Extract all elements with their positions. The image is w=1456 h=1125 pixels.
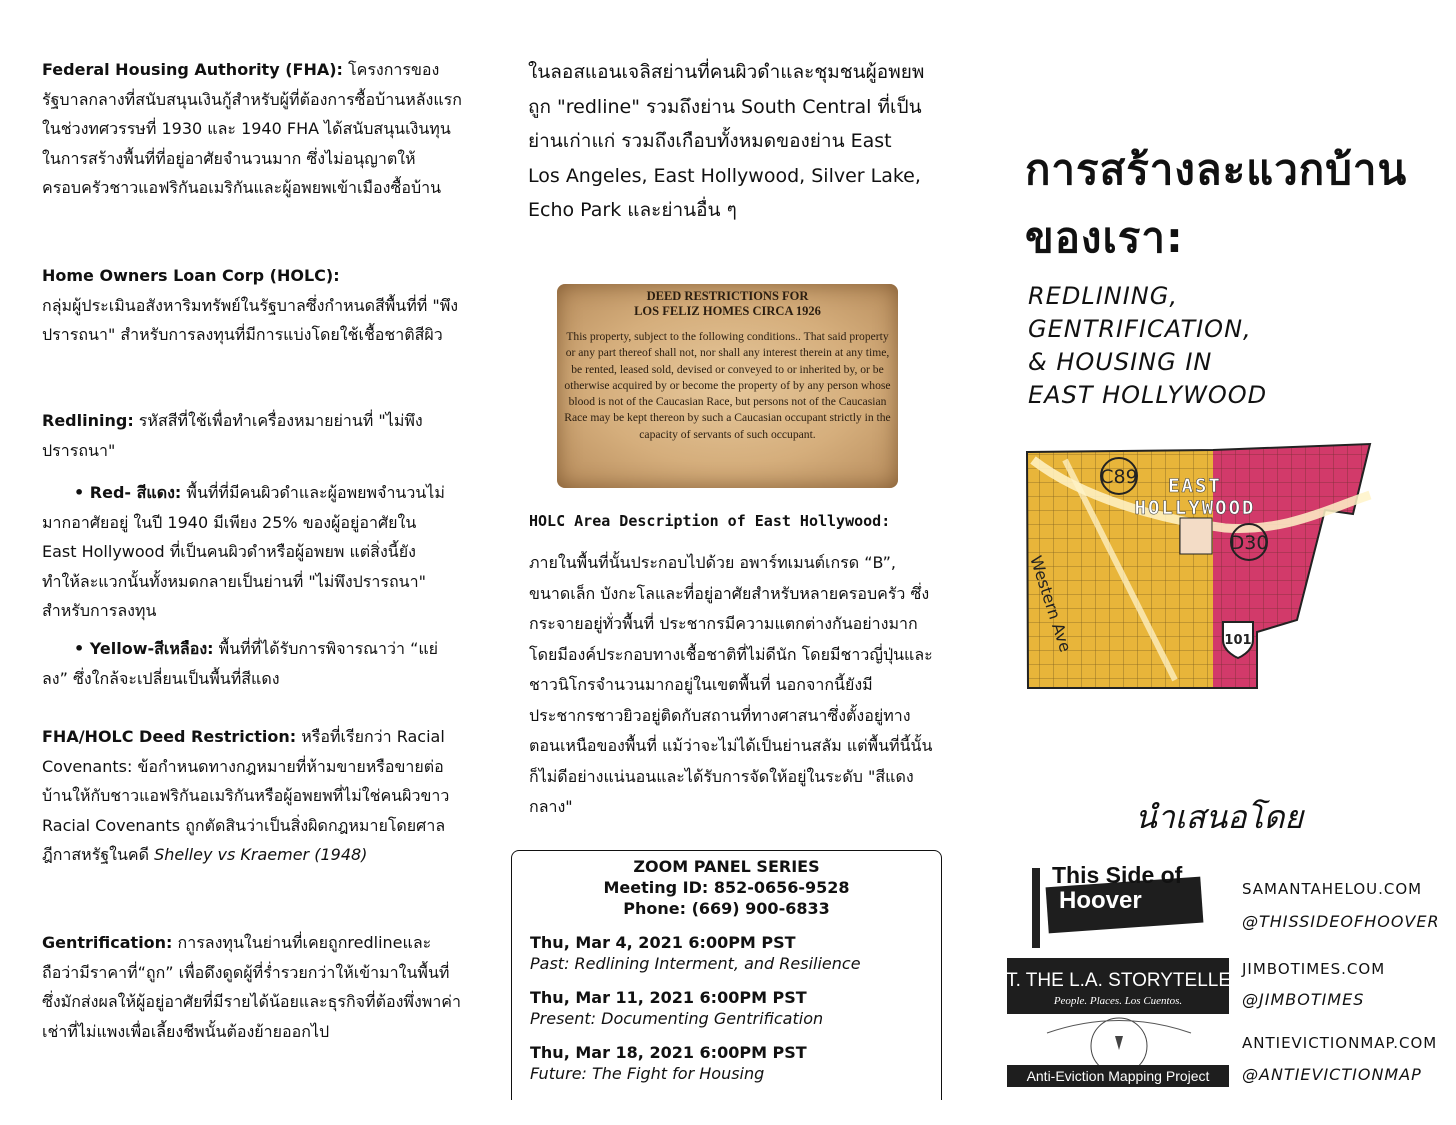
svg-text:J.T. THE L.A. STORYTELLER: J.T. THE L.A. STORYTELLER — [991, 970, 1245, 991]
zoom-panel-box — [511, 850, 942, 1100]
event-item — [530, 933, 861, 975]
intro-paragraph: ในลอสแอนเจลิสย่านที่คนผิวดำและชุมชนผู้อพยพถูก "redline" รวมถึงย่าน South Central ที่เป็นย่านเก่าแก่ รวมถึงเกือบทั้งหมดของย่าน East Los Angeles, East Hollywood, Silver Lake, Echo Park และย่านอื่น ๆ — [528, 61, 925, 221]
event-topic: Future: The Fight for Housing — [530, 1064, 765, 1083]
partner-logos — [991, 858, 1245, 1097]
fha-text: โครงการของรัฐบาลกลางที่สนับสนุนเงินกู้สำหรับผู้ที่ต้องการซื้อบ้านหลังแรก ในช่วงทศวรรษที่ 1930 และ 1940 FHA ได้สนับสนุนเงินทุนในการสร้างพื้นที่ที่อยู่อาศัยจำนวนมาก ซึ่งไม่อนุญาตให้ครอบครัวชาวแอฟริกันอเมริกันและผู้อพยพเข้าเมืองซื้อบ้าน — [42, 60, 462, 197]
zoom-heading: ZOOM PANEL SERIES — [633, 857, 820, 876]
deed-restriction-image — [557, 284, 898, 488]
holc-description-title: HOLC Area Description of East Hollywood: — [529, 512, 891, 530]
handle-antievictionmap[interactable]: @ANTIEVICTIONMAP — [1242, 1065, 1422, 1084]
redlining-definition — [42, 406, 462, 465]
subtitle-line: EAST HOLLYWOOD — [1028, 381, 1268, 409]
svg-text:This Side of: This Side of — [1052, 862, 1183, 888]
deed-restriction-definition — [42, 722, 462, 870]
zone-label-red: D30 — [1229, 532, 1269, 554]
this-side-of-hoover-logo — [1032, 862, 1203, 948]
college-block — [1180, 518, 1212, 554]
fha-term: Federal Housing Authority (FHA): — [42, 60, 343, 79]
presented-by: นำเสนอโดย — [1135, 798, 1304, 836]
deed-body: This property, subject to the following conditions.. That said property or any part thereof shall not, nor shall any interest therein at any time, be rented, leased sold, devised or conveyed to or inherited by, or be otherwise acquired by or become the property of by any person whose blood is not of the Caucasian Race, but persons not of the Caucasian Race may be kept thereon by such a Caucasian occupant strictly in the capacity of servants of such occupant. — [564, 330, 891, 441]
page-title — [1025, 136, 1407, 272]
title-line-2: ของเรา: — [1025, 213, 1184, 262]
yellow-bullet — [42, 634, 452, 693]
event-topic: Past: Redlining Interment, and Resilience — [530, 954, 861, 973]
link-antievictionmap[interactable]: ANTIEVICTIONMAP.COM — [1242, 1034, 1438, 1052]
red-text: พื้นที่ที่มีคนผิวดำและผู้อพยพจำนวนไม่มากอาศัยอยู่ ในปี 1940 มีเพียง 25% ของผู้อยู่อาศัยใน East Hollywood ที่เป็นคนผิวดำหรือผู้อพยพ แต่สิ่งนี้ยังทำให้ละแวกนั้นทั้งหมดกลายเป็นย่านที่ "ไม่พึงปรารถนา" สำหรับการลงทุน — [42, 483, 445, 620]
gentrification-definition — [42, 928, 462, 1046]
subtitle-line: GENTRIFICATION, — [1028, 315, 1252, 343]
court-case: Shelley vs Kraemer (1948) — [154, 845, 368, 864]
handle-thissideofhoover[interactable]: @THISSIDEOFHOOVER — [1242, 912, 1440, 931]
street-label: Western Ave — [1026, 553, 1076, 655]
anti-eviction-logo — [1007, 1018, 1229, 1087]
zone-label-yellow: C89 — [1100, 466, 1138, 488]
jt-storyteller-logo — [991, 958, 1244, 1014]
holc-definition — [42, 261, 462, 350]
map-label-hollywood: HOLLYWOOD — [1134, 497, 1256, 519]
svg-text:Anti-Eviction Mapping Project: Anti-Eviction Mapping Project — [1026, 1068, 1210, 1084]
yellow-label: • Yellow-สีเหลือง: — [74, 639, 214, 658]
subtitle-line: & HOUSING IN — [1028, 348, 1213, 376]
red-bullet — [42, 478, 452, 626]
holc-description-body: ภายในพื้นที่นั้นประกอบไปด้วย อพาร์ทเมนต์เกรด “B”, ขนาดเล็ก บังกะโลและที่อยู่อาศัยสำหรับหลายครอบครัว ซึ่งกระจายอยู่ทั่วพื้นที่ ประชากรมีความแตกต่างกันอย่างมากโดยมีองค์ประกอบทางเชื้อชาติที่ไม่ดีนัก โดยมีชาวญี่ปุ่นและชาวนิโกรจำนวนมากอยู่ในเขตพื้นที่ นอกจากนี้ยังมีประชากรชาวยิวอยู่ติดกับสถานที่ทางศาสนาซึ่งตั้งอยู่ทางตอนเหนือของพื้นที่ แม้ว่าจะไม่ได้เป็นย่านสลัม แต่พื้นที่นี้นั้นก็ไม่ดีอย่างแน่นอนและได้รับการจัดให้อยู่ในระดับ "สีแดงกลาง" — [529, 553, 933, 816]
deed-title-1: DEED RESTRICTIONS FOR — [646, 289, 809, 303]
redlining-text: รหัสสีที่ใช้เพื่อทำเครื่องหมายย่านที่ "ไม่พึงปรารถนา" — [42, 411, 423, 460]
holc-term: Home Owners Loan Corp (HOLC): — [42, 266, 340, 285]
event-item — [530, 988, 823, 1030]
fha-definition — [42, 55, 462, 203]
holc-text: กลุ่มผู้ประเมินอสังหาริมทรัพย์ในรัฐบาลซึ่งกำหนดสีพื้นที่ที่ "พึงปรารถนา" สำหรับการลงทุนที่มีการแบ่งโดยใช้เชื้อชาติสีผิว — [42, 295, 459, 344]
holc-map — [1025, 440, 1375, 692]
svg-text:People. Places. Los Cuentos.: People. Places. Los Cuentos. — [1053, 995, 1183, 1007]
gentrification-text: การลงทุนในย่านที่เคยถูกredlineและถือว่ามีราคาที่“ถูก” เพื่อดึงดูดผู้ที่ร่ำรวยกว่าให้เข้ามาในพื้นที่ซึ่งมักส่งผลให้ผู้อยู่อาศัยที่มีรายได้น้อยและธุรกิจที่ต้องพึ่งพาค่าเช่าที่ไม่แพงเพื่อเลี้ยงชีพนั้นต้องย้ายออกไป — [42, 933, 461, 1041]
event-date: Thu, Mar 18, 2021 6:00PM PST — [530, 1043, 807, 1062]
link-samantahelou[interactable]: SAMANTAHELOU.COM — [1242, 880, 1423, 898]
event-topic: Present: Documenting Gentrification — [530, 1009, 824, 1028]
event-date: Thu, Mar 11, 2021 6:00PM PST — [530, 988, 807, 1007]
link-jimbotimes[interactable]: JIMBOTIMES.COM — [1242, 960, 1386, 978]
title-line-1: การสร้างละแวกบ้าน — [1025, 145, 1408, 194]
subtitle-line: REDLINING, — [1028, 282, 1178, 310]
gentrification-term: Gentrification: — [42, 933, 173, 952]
red-label: • Red- สีแดง: — [74, 483, 182, 502]
handle-jimbotimes[interactable]: @JIMBOTIMES — [1242, 990, 1365, 1009]
deed-text: หรือที่เรียกว่า Racial Covenants: ข้อกำหนดทางกฎหมายที่ห้ามขายหรือขายต่อบ้านให้กับชาวแอฟริกันอเมริกันหรือผู้อพยพที่ไม่ใช่คนผิวขาว Racial Covenants ถูกตัดสินว่าเป็นสิ่งผิดกฎหมายโดยศาลฎีกาสหรัฐในคดี — [42, 727, 450, 864]
event-date: Thu, Mar 4, 2021 6:00PM PST — [530, 933, 796, 952]
phone-number: Phone: (669) 900-6833 — [623, 899, 830, 918]
meeting-id: Meeting ID: 852-0656-9528 — [603, 878, 850, 897]
map-label-east: EAST — [1168, 475, 1222, 497]
redlining-term: Redlining: — [42, 411, 134, 430]
deed-term: FHA/HOLC Deed Restriction: — [42, 727, 297, 746]
deed-title-2: LOS FELIZ HOMES CIRCA 1926 — [634, 304, 821, 318]
svg-text:Hoover: Hoover — [1059, 887, 1142, 914]
yellow-text: พื้นที่ที่ได้รับการพิจารณาว่า “แย่ลง” ซึ่งใกล้จะเปลี่ยนเป็นพื้นที่สีแดง — [42, 639, 439, 688]
event-item — [530, 1043, 807, 1085]
svg-text:101: 101 — [1224, 633, 1252, 648]
subtitle — [1028, 280, 1267, 412]
